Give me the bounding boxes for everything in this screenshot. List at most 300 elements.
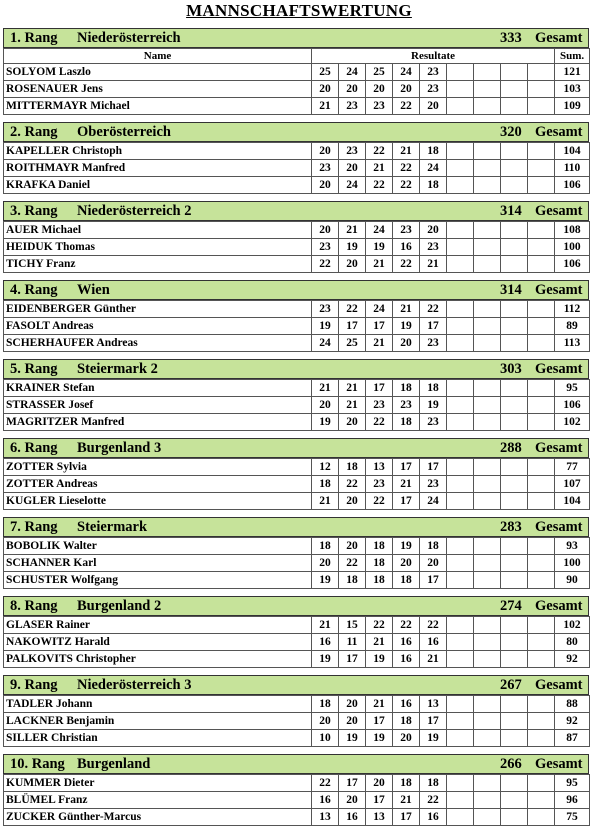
results-table: [3, 379, 590, 431]
empty-score-cell: [528, 222, 555, 239]
score-cell: 19: [312, 651, 339, 668]
score-cell: 22: [420, 301, 447, 318]
score-cell: 17: [393, 493, 420, 510]
score-cell: 16: [312, 792, 339, 809]
player-name: TADLER Johann: [4, 696, 312, 713]
empty-score-cell: [528, 143, 555, 160]
player-name: ZUCKER Günther-Marcus: [4, 809, 312, 826]
empty-score-cell: [474, 572, 501, 589]
player-name: SILLER Christian: [4, 730, 312, 747]
player-sum: 109: [555, 98, 590, 115]
score-cell: 22: [366, 493, 393, 510]
empty-score-cell: [447, 318, 474, 335]
table-row: [4, 572, 590, 589]
table-row: [4, 318, 590, 335]
team-block: [3, 596, 589, 668]
team-list: [3, 28, 589, 826]
score-cell: 13: [366, 809, 393, 826]
player-sum: 102: [555, 414, 590, 431]
team-rank: 5. Rang: [10, 361, 58, 377]
score-cell: 17: [339, 651, 366, 668]
player-sum: 103: [555, 81, 590, 98]
table-row: [4, 634, 590, 651]
table-row: [4, 177, 590, 194]
empty-score-cell: [474, 222, 501, 239]
empty-score-cell: [474, 256, 501, 273]
player-name: SCHANNER Karl: [4, 555, 312, 572]
player-sum: 106: [555, 397, 590, 414]
table-row: [4, 256, 590, 273]
score-cell: 19: [339, 239, 366, 256]
team-rank: 10. Rang: [10, 756, 65, 772]
score-cell: 16: [393, 651, 420, 668]
score-cell: 24: [420, 493, 447, 510]
player-sum: 87: [555, 730, 590, 747]
page-title: MANNSCHAFTSWERTUNG: [186, 1, 412, 20]
player-name: MAGRITZER Manfred: [4, 414, 312, 431]
empty-score-cell: [528, 538, 555, 555]
gesamt-label: Gesamt: [535, 361, 583, 377]
empty-score-cell: [474, 81, 501, 98]
player-name: SCHERHAUFER Andreas: [4, 335, 312, 352]
table-row: [4, 98, 590, 115]
empty-score-cell: [528, 476, 555, 493]
score-cell: 17: [420, 572, 447, 589]
score-cell: 20: [393, 730, 420, 747]
results-table: [3, 695, 590, 747]
empty-score-cell: [528, 414, 555, 431]
score-cell: 20: [393, 335, 420, 352]
score-cell: 23: [312, 239, 339, 256]
empty-score-cell: [528, 81, 555, 98]
empty-score-cell: [447, 143, 474, 160]
score-cell: 17: [420, 318, 447, 335]
empty-score-cell: [474, 809, 501, 826]
block-gap: [3, 747, 589, 754]
score-cell: 22: [339, 476, 366, 493]
team-name: Burgenland 2: [77, 598, 162, 614]
block-gap: [3, 510, 589, 517]
empty-score-cell: [447, 538, 474, 555]
empty-score-cell: [474, 177, 501, 194]
score-cell: 22: [312, 256, 339, 273]
empty-score-cell: [474, 538, 501, 555]
player-name: AUER Michael: [4, 222, 312, 239]
table-row: [4, 380, 590, 397]
block-gap: [3, 352, 589, 359]
score-cell: 10: [312, 730, 339, 747]
name-column-header: Name: [4, 49, 312, 64]
empty-score-cell: [501, 713, 528, 730]
score-cell: 25: [366, 64, 393, 81]
team-total: 283: [500, 519, 522, 535]
player-name: SCHUSTER Wolfgang: [4, 572, 312, 589]
score-cell: 23: [339, 143, 366, 160]
empty-score-cell: [447, 301, 474, 318]
empty-score-cell: [474, 380, 501, 397]
empty-score-cell: [474, 301, 501, 318]
empty-score-cell: [474, 476, 501, 493]
team-header: [3, 596, 589, 616]
score-cell: 22: [393, 98, 420, 115]
score-cell: 16: [393, 696, 420, 713]
empty-score-cell: [528, 809, 555, 826]
team-rank: 8. Rang: [10, 598, 58, 614]
score-cell: 24: [393, 64, 420, 81]
player-name: KAPELLER Christoph: [4, 143, 312, 160]
empty-score-cell: [447, 98, 474, 115]
score-cell: 23: [420, 476, 447, 493]
score-cell: 24: [366, 222, 393, 239]
score-cell: 20: [312, 555, 339, 572]
score-cell: 18: [420, 538, 447, 555]
player-sum: 108: [555, 222, 590, 239]
player-sum: 95: [555, 775, 590, 792]
empty-score-cell: [528, 572, 555, 589]
player-sum: 104: [555, 143, 590, 160]
block-gap: [3, 589, 589, 596]
team-total: 314: [500, 203, 522, 219]
score-cell: 20: [312, 222, 339, 239]
player-name: MITTERMAYR Michael: [4, 98, 312, 115]
sum-column-header: Sum.: [555, 49, 590, 64]
empty-score-cell: [447, 493, 474, 510]
empty-score-cell: [474, 397, 501, 414]
results-table: [3, 300, 590, 352]
empty-score-cell: [447, 617, 474, 634]
score-cell: 17: [366, 380, 393, 397]
score-cell: 17: [393, 459, 420, 476]
player-sum: 93: [555, 538, 590, 555]
empty-score-cell: [447, 775, 474, 792]
empty-score-cell: [501, 617, 528, 634]
player-name: SOLYOM Laszlo: [4, 64, 312, 81]
table-row: [4, 397, 590, 414]
score-cell: 23: [339, 98, 366, 115]
empty-score-cell: [528, 380, 555, 397]
player-sum: 107: [555, 476, 590, 493]
team-total: 274: [500, 598, 522, 614]
score-cell: 21: [366, 256, 393, 273]
score-cell: 17: [420, 713, 447, 730]
team-header: [3, 438, 589, 458]
team-rank: 4. Rang: [10, 282, 58, 298]
results-table: [3, 458, 590, 510]
block-gap: [3, 431, 589, 438]
score-cell: 17: [420, 459, 447, 476]
empty-score-cell: [447, 634, 474, 651]
empty-score-cell: [474, 493, 501, 510]
score-cell: 24: [312, 335, 339, 352]
score-cell: 20: [339, 713, 366, 730]
empty-score-cell: [447, 222, 474, 239]
empty-score-cell: [474, 696, 501, 713]
table-row: [4, 301, 590, 318]
empty-score-cell: [501, 143, 528, 160]
score-cell: 22: [393, 160, 420, 177]
player-sum: 106: [555, 256, 590, 273]
empty-score-cell: [447, 256, 474, 273]
empty-score-cell: [528, 555, 555, 572]
team-rank: 2. Rang: [10, 124, 58, 140]
empty-score-cell: [447, 380, 474, 397]
empty-score-cell: [501, 775, 528, 792]
score-cell: 23: [393, 222, 420, 239]
empty-score-cell: [474, 64, 501, 81]
score-cell: 25: [312, 64, 339, 81]
empty-score-cell: [501, 538, 528, 555]
team-name: Niederösterreich 2: [77, 203, 192, 219]
empty-score-cell: [501, 493, 528, 510]
empty-score-cell: [447, 397, 474, 414]
empty-score-cell: [447, 696, 474, 713]
score-cell: 20: [339, 160, 366, 177]
empty-score-cell: [528, 775, 555, 792]
empty-score-cell: [474, 792, 501, 809]
table-row: [4, 222, 590, 239]
table-row: [4, 538, 590, 555]
score-cell: 13: [366, 459, 393, 476]
player-sum: 106: [555, 177, 590, 194]
score-cell: 21: [312, 493, 339, 510]
score-cell: 19: [420, 397, 447, 414]
team-name: Niederösterreich 3: [77, 677, 192, 693]
empty-score-cell: [501, 98, 528, 115]
score-cell: 16: [420, 634, 447, 651]
score-cell: 20: [312, 397, 339, 414]
empty-score-cell: [447, 64, 474, 81]
team-block: [3, 438, 589, 510]
empty-score-cell: [501, 318, 528, 335]
score-cell: 24: [366, 301, 393, 318]
team-header: [3, 517, 589, 537]
score-cell: 24: [339, 64, 366, 81]
results-table: [3, 142, 590, 194]
score-cell: 20: [393, 555, 420, 572]
score-cell: 12: [312, 459, 339, 476]
empty-score-cell: [447, 414, 474, 431]
table-row: [4, 414, 590, 431]
score-cell: 16: [312, 634, 339, 651]
team-total: 288: [500, 440, 522, 456]
score-cell: 18: [339, 572, 366, 589]
results-table: [3, 221, 590, 273]
score-cell: 18: [393, 775, 420, 792]
empty-score-cell: [528, 64, 555, 81]
team-rank: 6. Rang: [10, 440, 58, 456]
empty-score-cell: [501, 301, 528, 318]
empty-score-cell: [447, 476, 474, 493]
empty-score-cell: [501, 572, 528, 589]
results-table: [3, 48, 590, 115]
table-row: [4, 160, 590, 177]
team-name: Steiermark 2: [77, 361, 158, 377]
score-cell: 19: [312, 572, 339, 589]
team-name: Steiermark: [77, 519, 148, 535]
score-cell: 19: [312, 414, 339, 431]
score-cell: 23: [366, 397, 393, 414]
score-cell: 23: [420, 414, 447, 431]
score-cell: 11: [339, 634, 366, 651]
empty-score-cell: [528, 239, 555, 256]
table-row: [4, 335, 590, 352]
table-row: [4, 651, 590, 668]
score-cell: 18: [420, 143, 447, 160]
score-cell: 19: [312, 318, 339, 335]
player-name: EIDENBERGER Günther: [4, 301, 312, 318]
score-cell: 17: [366, 792, 393, 809]
score-cell: 22: [366, 414, 393, 431]
team-total: 314: [500, 282, 522, 298]
score-cell: 13: [312, 809, 339, 826]
team-rank: 9. Rang: [10, 677, 58, 693]
block-gap: [3, 273, 589, 280]
score-cell: 23: [420, 81, 447, 98]
team-block: [3, 122, 589, 194]
empty-score-cell: [447, 160, 474, 177]
team-rank: 3. Rang: [10, 203, 58, 219]
empty-score-cell: [447, 730, 474, 747]
table-row: [4, 476, 590, 493]
score-cell: 22: [339, 301, 366, 318]
score-cell: 21: [393, 792, 420, 809]
score-cell: 23: [420, 335, 447, 352]
score-cell: 20: [339, 81, 366, 98]
score-cell: 21: [393, 143, 420, 160]
player-name: KUMMER Dieter: [4, 775, 312, 792]
team-block: [3, 754, 589, 826]
empty-score-cell: [501, 335, 528, 352]
team-header: [3, 754, 589, 774]
player-sum: 95: [555, 380, 590, 397]
team-block: [3, 280, 589, 352]
score-cell: 22: [420, 792, 447, 809]
team-block: [3, 201, 589, 273]
empty-score-cell: [501, 476, 528, 493]
team-total: 333: [500, 30, 522, 46]
score-cell: 23: [312, 160, 339, 177]
score-cell: 19: [393, 318, 420, 335]
gesamt-label: Gesamt: [535, 282, 583, 298]
table-row: [4, 64, 590, 81]
empty-score-cell: [474, 459, 501, 476]
player-name: TICHY Franz: [4, 256, 312, 273]
team-block: [3, 517, 589, 589]
team-total: 267: [500, 677, 522, 693]
player-sum: 102: [555, 617, 590, 634]
team-block: [3, 28, 589, 115]
empty-score-cell: [447, 713, 474, 730]
team-name: Burgenland: [77, 756, 151, 772]
score-cell: 20: [339, 414, 366, 431]
score-cell: 19: [366, 730, 393, 747]
score-cell: 21: [420, 651, 447, 668]
empty-score-cell: [501, 222, 528, 239]
empty-score-cell: [474, 143, 501, 160]
empty-score-cell: [501, 177, 528, 194]
gesamt-label: Gesamt: [535, 203, 583, 219]
team-header: [3, 675, 589, 695]
player-name: HEIDUK Thomas: [4, 239, 312, 256]
player-name: BLÜMEL Franz: [4, 792, 312, 809]
score-cell: 21: [366, 160, 393, 177]
score-cell: 22: [339, 555, 366, 572]
block-gap: [3, 115, 589, 122]
score-cell: 17: [339, 318, 366, 335]
score-cell: 19: [366, 651, 393, 668]
score-cell: 18: [312, 696, 339, 713]
team-total: 266: [500, 756, 522, 772]
score-cell: 22: [366, 143, 393, 160]
empty-score-cell: [528, 617, 555, 634]
results-table: [3, 537, 590, 589]
team-name: Niederösterreich: [77, 30, 181, 46]
team-rank: 1. Rang: [10, 30, 58, 46]
team-header: [3, 201, 589, 221]
score-cell: 22: [366, 177, 393, 194]
gesamt-label: Gesamt: [535, 124, 583, 140]
table-row: [4, 792, 590, 809]
team-block: [3, 359, 589, 431]
empty-score-cell: [501, 555, 528, 572]
empty-score-cell: [501, 256, 528, 273]
empty-score-cell: [528, 459, 555, 476]
table-row: [4, 555, 590, 572]
score-cell: 24: [420, 160, 447, 177]
empty-score-cell: [528, 696, 555, 713]
empty-score-cell: [501, 64, 528, 81]
player-sum: 92: [555, 651, 590, 668]
score-cell: 22: [393, 256, 420, 273]
results-table: [3, 774, 590, 826]
player-sum: 100: [555, 239, 590, 256]
player-name: ZOTTER Sylvia: [4, 459, 312, 476]
player-name: ZOTTER Andreas: [4, 476, 312, 493]
player-name: BOBOLIK Walter: [4, 538, 312, 555]
score-cell: 18: [366, 572, 393, 589]
empty-score-cell: [501, 414, 528, 431]
empty-score-cell: [447, 651, 474, 668]
player-name: ROSENAUER Jens: [4, 81, 312, 98]
score-cell: 18: [420, 380, 447, 397]
team-total: 303: [500, 361, 522, 377]
score-cell: 18: [339, 459, 366, 476]
table-row: [4, 493, 590, 510]
player-name: FASOLT Andreas: [4, 318, 312, 335]
score-cell: 17: [393, 809, 420, 826]
empty-score-cell: [474, 651, 501, 668]
score-cell: 25: [339, 335, 366, 352]
empty-score-cell: [501, 696, 528, 713]
score-cell: 21: [339, 380, 366, 397]
score-cell: 23: [366, 476, 393, 493]
score-cell: 22: [393, 617, 420, 634]
player-name: ROITHMAYR Manfred: [4, 160, 312, 177]
score-cell: 24: [339, 177, 366, 194]
empty-score-cell: [474, 617, 501, 634]
empty-score-cell: [501, 651, 528, 668]
score-cell: 17: [366, 713, 393, 730]
score-cell: 17: [366, 318, 393, 335]
empty-score-cell: [501, 160, 528, 177]
score-cell: 18: [393, 713, 420, 730]
player-sum: 89: [555, 318, 590, 335]
team-header: [3, 280, 589, 300]
score-cell: 20: [339, 792, 366, 809]
player-name: KRAINER Stefan: [4, 380, 312, 397]
empty-score-cell: [501, 81, 528, 98]
score-cell: 22: [420, 617, 447, 634]
